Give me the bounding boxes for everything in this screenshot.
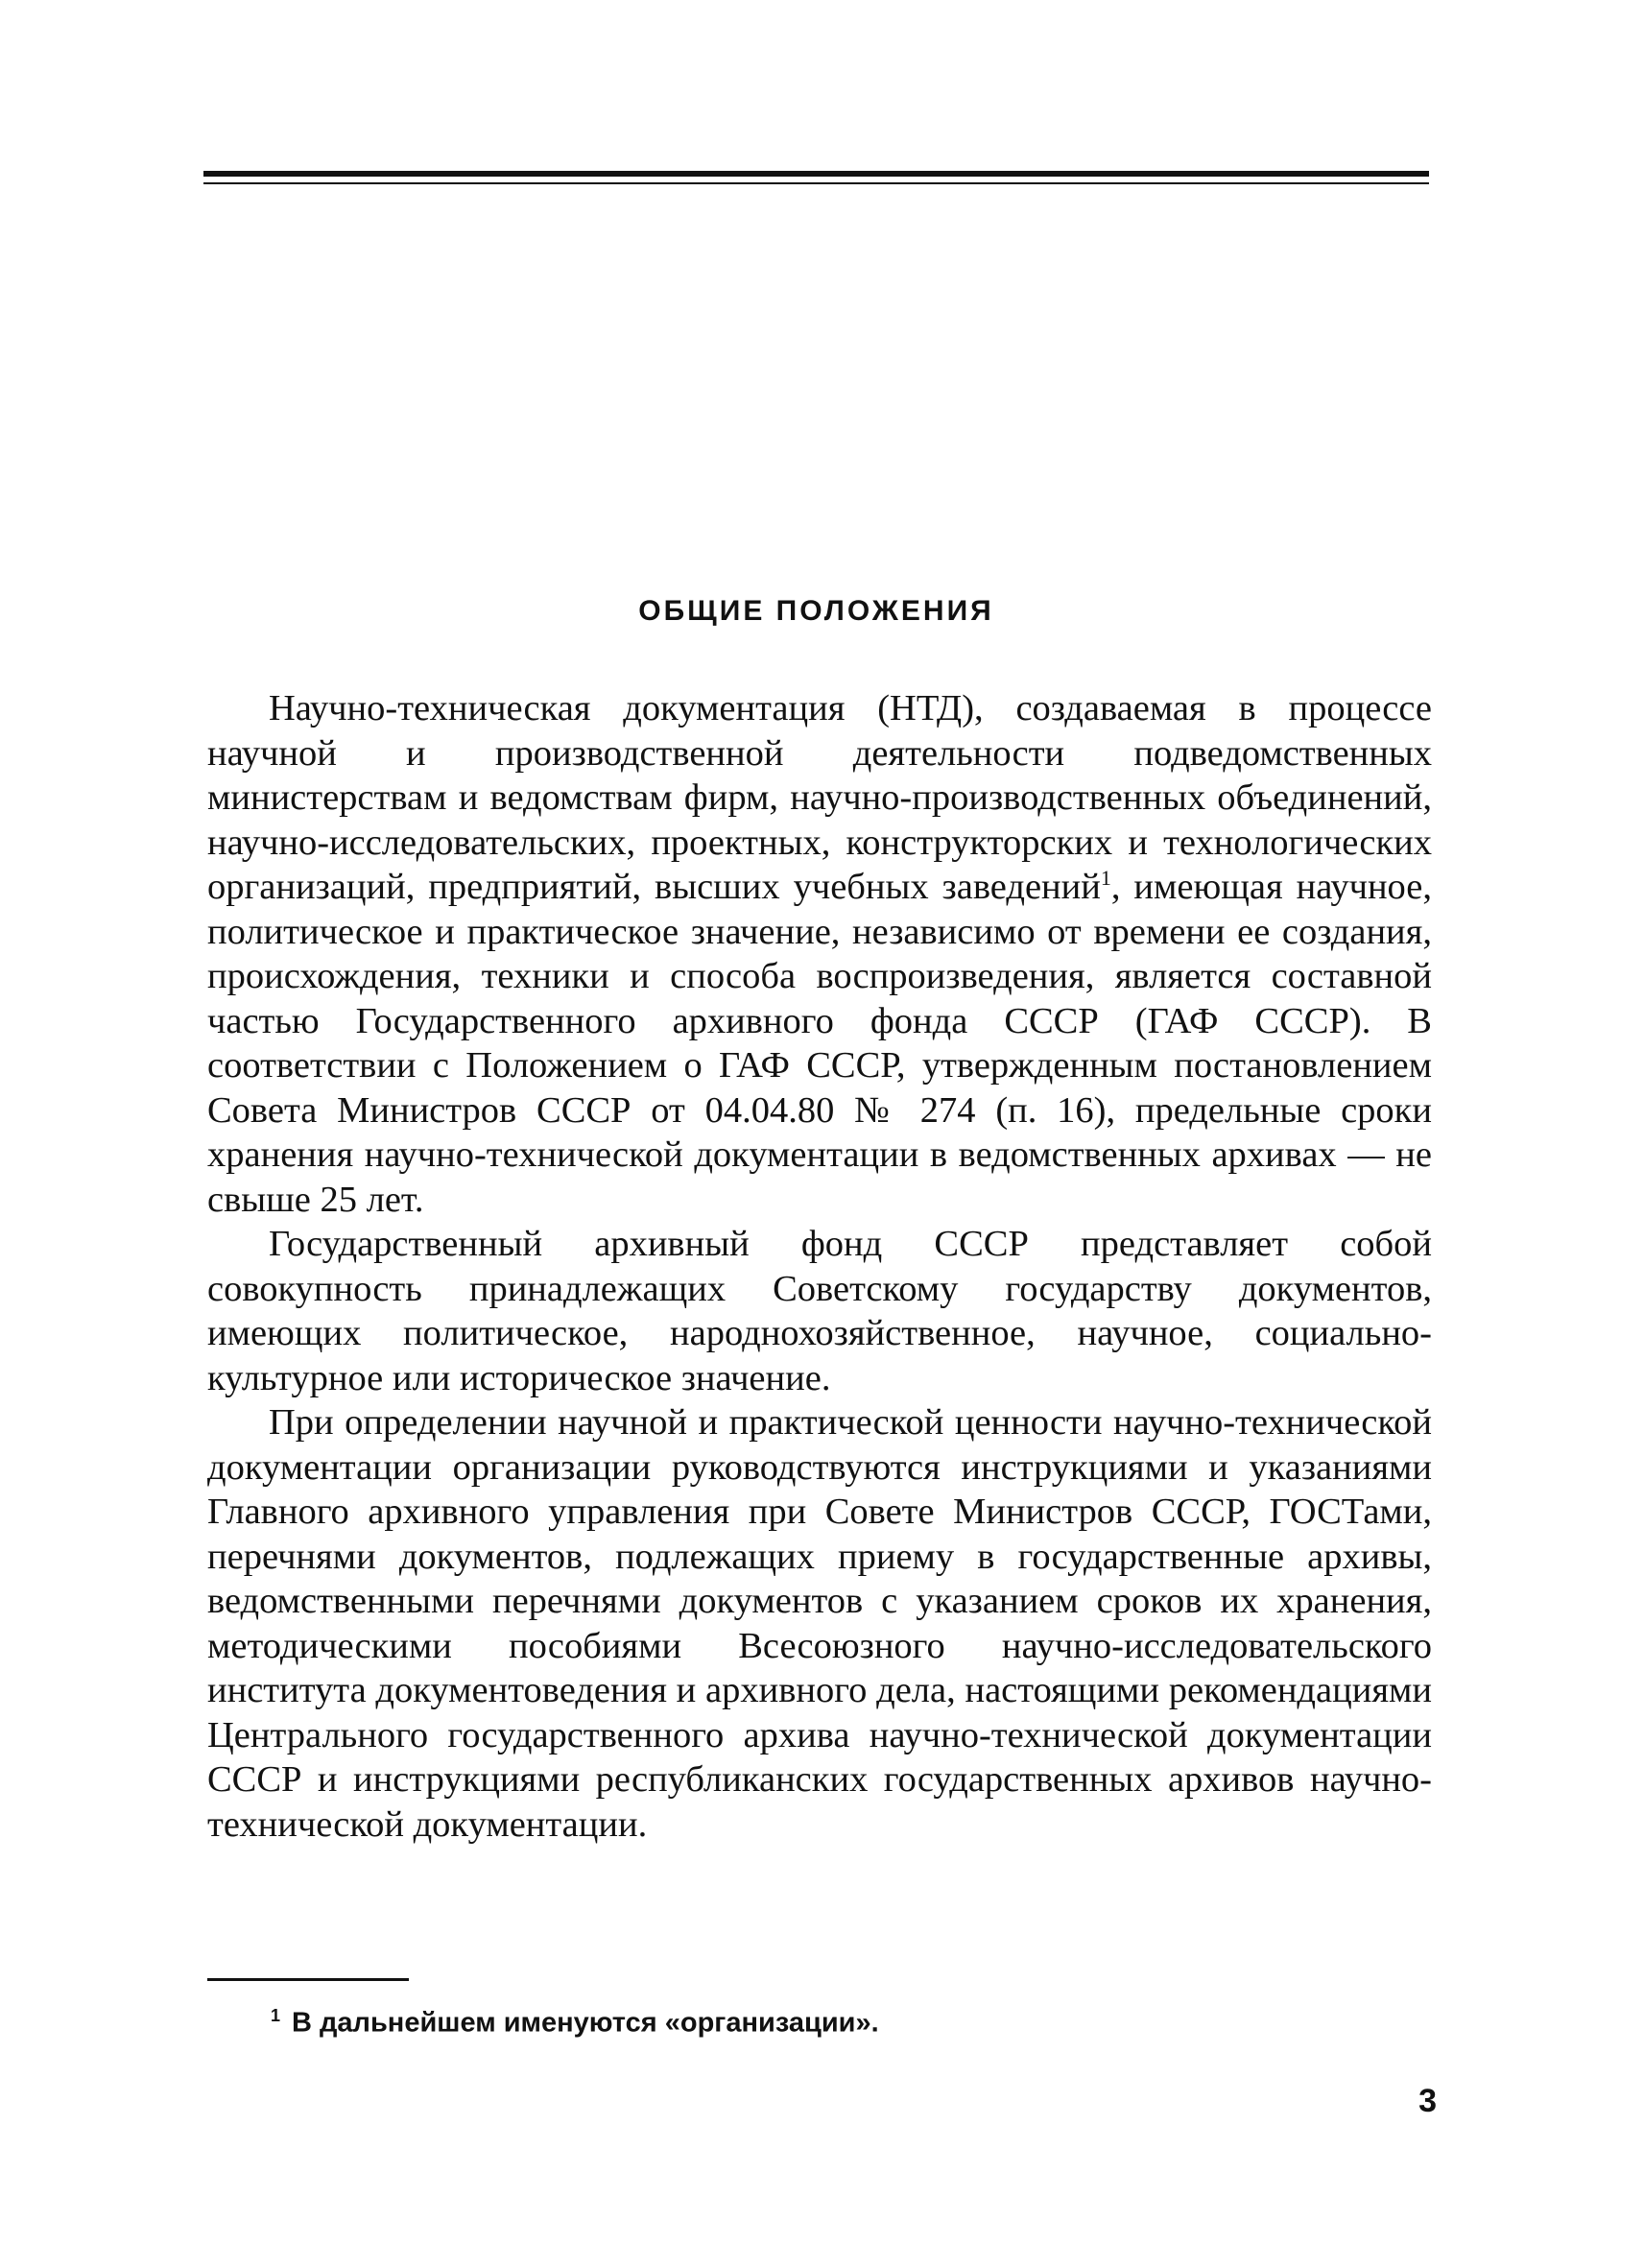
footnote-reference: 1 xyxy=(1100,866,1111,891)
paragraph-1 xyxy=(207,686,1432,1222)
paragraph-1-text: Научно-техническая документация (НТД), создаваемая в процессе научной и производственной деятельности подведомственных министерствам и ведомствам фирм, научно-производственных объединений, научно-исследовательских, проектных, конструкторских и технологических организаций, предприятий, высших учебных заведений xyxy=(207,688,1432,907)
header-rule xyxy=(203,171,1429,177)
footnote-rule xyxy=(207,1978,409,1981)
paragraph-1-continuation: , имеющая научное, политическое и практическое значение, независимо от времени ее создания, происхождения, техники и способа воспроизведения, является составной частью Государственного архивного фонда СССР (ГАФ СССР). В соответствии с Положением о ГАФ СССР, утвержденным постановлением Совета Министров СССР от 04.04.80 № 274 (п. 16), предельные сроки хранения научно-технической документации в ведомственных архивах — не свыше 25 лет. xyxy=(207,867,1432,1220)
header-rule-thin xyxy=(203,182,1429,184)
footnote-text: В дальнейшем именуются «организации». xyxy=(292,2007,879,2039)
body-text xyxy=(207,686,1432,1847)
page-number: 3 xyxy=(1418,2083,1437,2119)
paragraph-2: Государственный архивный фонд СССР представляет собой совокупность принадлежащих Советскому государству документов, имеющих политическое, народнохозяйственное, научное, социально-культурное или историческое значение. xyxy=(207,1224,1432,1398)
section-heading: ОБЩИЕ ПОЛОЖЕНИЯ xyxy=(638,595,994,627)
footnote xyxy=(271,2006,879,2040)
paragraph-3: При определении научной и практической ценности научно-технической документации организации руководствуются инструкциями и указаниями Главного архивного управления при Совете Министров СССР, ГОСТами, перечнями документов, подлежащих приему в государственные архивы, ведомственными перечнями документов с указанием сроков их хранения, методическими пособиями Всесоюзного научно-исследовательского института документоведения и архивного дела, настоящими рекомендациями Центрального государственного архива научно-технической документации СССР и инструкциями республиканских государственных архивов научно-технической документации. xyxy=(207,1402,1432,1845)
footnote-marker: 1 xyxy=(271,2006,281,2025)
